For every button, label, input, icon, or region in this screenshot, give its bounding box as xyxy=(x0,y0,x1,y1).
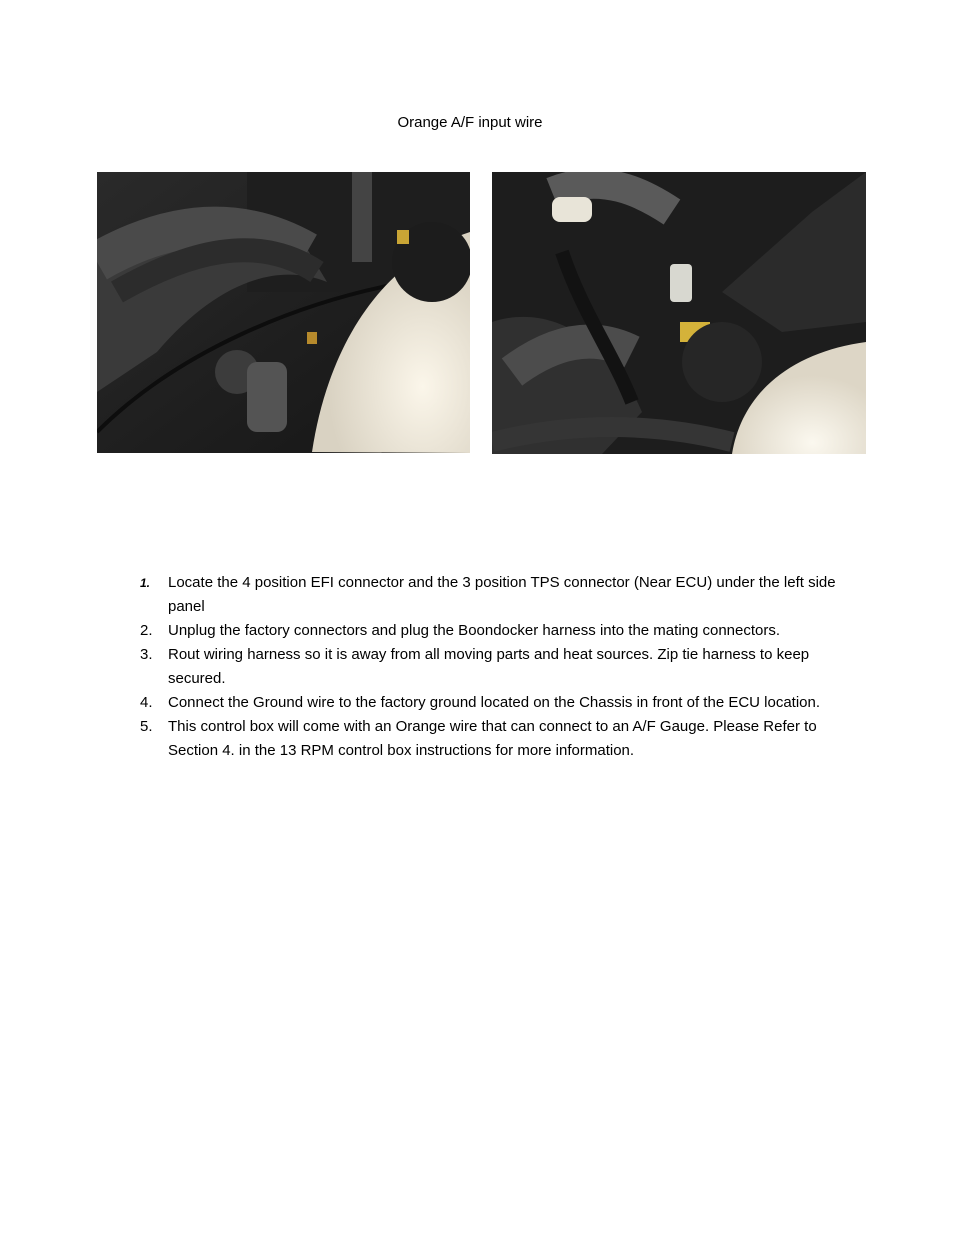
instruction-step xyxy=(140,715,840,763)
step-number: 1. xyxy=(140,576,151,590)
step-text: Rout wiring harness so it is away from all moving parts and heat sources. Zip tie harness to keep secured. xyxy=(168,646,810,687)
engine-harness-photo-left xyxy=(97,172,470,453)
photo-caption: Orange A/F input wire xyxy=(397,114,543,131)
step-text: Locate the 4 position EFI connector and the 3 position TPS connector (Near ECU) under the left side panel xyxy=(168,574,836,615)
engine-harness-photo-right xyxy=(492,172,866,454)
step-number: 4. xyxy=(140,694,153,711)
instruction-step xyxy=(140,619,840,643)
step-text: This control box will come with an Orange wire that can connect to an A/F Gauge. Please Refer to Section 4. in the 13 RPM control box instructions for more information. xyxy=(168,718,817,759)
instruction-steps-list xyxy=(140,571,840,763)
instruction-step xyxy=(140,643,840,691)
step-number: 2. xyxy=(140,622,153,639)
step-number: 5. xyxy=(140,718,153,735)
step-text: Unplug the factory connectors and plug the Boondocker harness into the mating connectors. xyxy=(168,622,781,639)
instruction-step xyxy=(140,571,840,619)
step-text: Connect the Ground wire to the factory ground located on the Chassis in front of the ECU location. xyxy=(168,694,821,711)
instruction-step xyxy=(140,691,840,715)
step-number: 3. xyxy=(140,646,153,663)
